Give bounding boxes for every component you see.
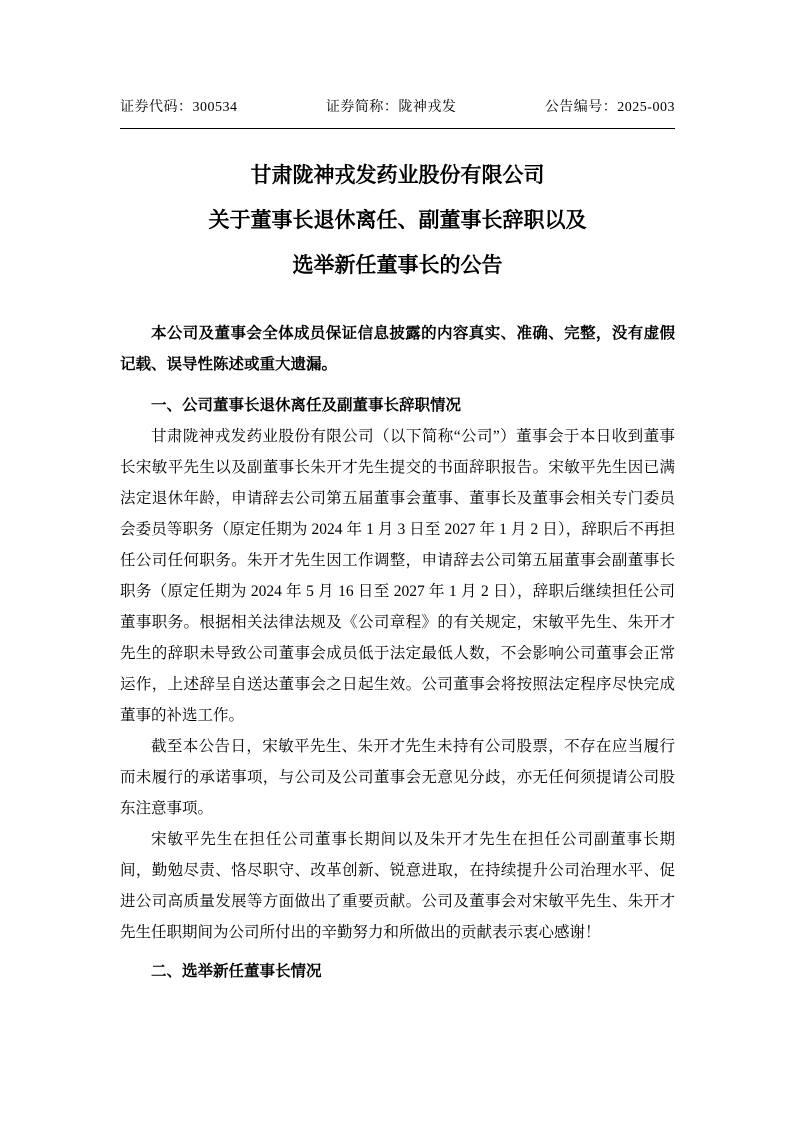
section-2-heading: 二、选举新任董事长情况 [151,963,322,980]
title-line-1: 甘肃陇神戎发药业股份有限公司 [250,163,545,187]
header-divider [120,128,675,129]
document-title [120,153,675,288]
announcement-number: 公告编号：2025-003 [544,100,675,115]
title-line-2: 关于董事长退休离任、副董事长辞职以及 [208,208,587,232]
securities-code: 证券代码：300534 [120,100,238,115]
section-1-heading: 一、公司董事长退休离任及副董事长辞职情况 [151,397,462,414]
disclosure-statement: 本公司及董事会全体成员保证信息披露的内容真实、准确、完整，没有虚假记载、误导性陈述或重大遗漏。 [120,325,675,373]
section-1-paragraph-1: 甘肃陇神戎发药业股份有限公司（以下简称“公司”）董事会于本日收到董事长宋敏平先生以及副董事长朱开才先生提交的书面辞职报告。宋敏平先生因已满法定退休年龄，申请辞去公司第五届董事会董事、董事长及董事会相关专门委员会委员等职务（原定任期为 2024 年 1 月 3 日至 2027 年 1 月 2 日），辞职后不再担任公司任何职务。朱开才先生因工作调整，申请辞去公司第五届董事会副董事长职务（原定任期为 2024 年 5 月 16 日至 2027 年 1 月 2 日），辞职后继续担任公司董事职务。根据相关法律法规及《公司章程》的有关规定，宋敏平先生、朱开才先生的辞职未导致公司董事会成员低于法定最低人数，不会影响公司董事会正常运作，上述辞呈自送达董事会之日起生效。公司董事会将按照法定程序尽快完成董事的补选工作。 [120,428,675,724]
section-1-paragraph-2: 截至本公告日，宋敏平先生、朱开才先生未持有公司股票，不存在应当履行而未履行的承诺事项，与公司及公司董事会无意见分歧，亦无任何须提请公司股东注意事项。 [120,738,675,817]
section-1-paragraph-3: 宋敏平先生在担任公司董事长期间以及朱开才先生在担任公司副董事长期间，勤勉尽责、恪尽职守、改革创新、锐意进取，在持续提升公司治理水平、促进公司高质量发展等方面做出了重要贡献。公司及董事会对宋敏平先生、朱开才先生任职期间为公司所付出的辛勤努力和所做出的贡献表示衷心感谢！ [120,831,675,941]
securities-name: 证券简称：陇神戎发 [325,100,457,115]
document-header [120,96,675,128]
title-line-3: 选举新任董事长的公告 [292,253,503,277]
